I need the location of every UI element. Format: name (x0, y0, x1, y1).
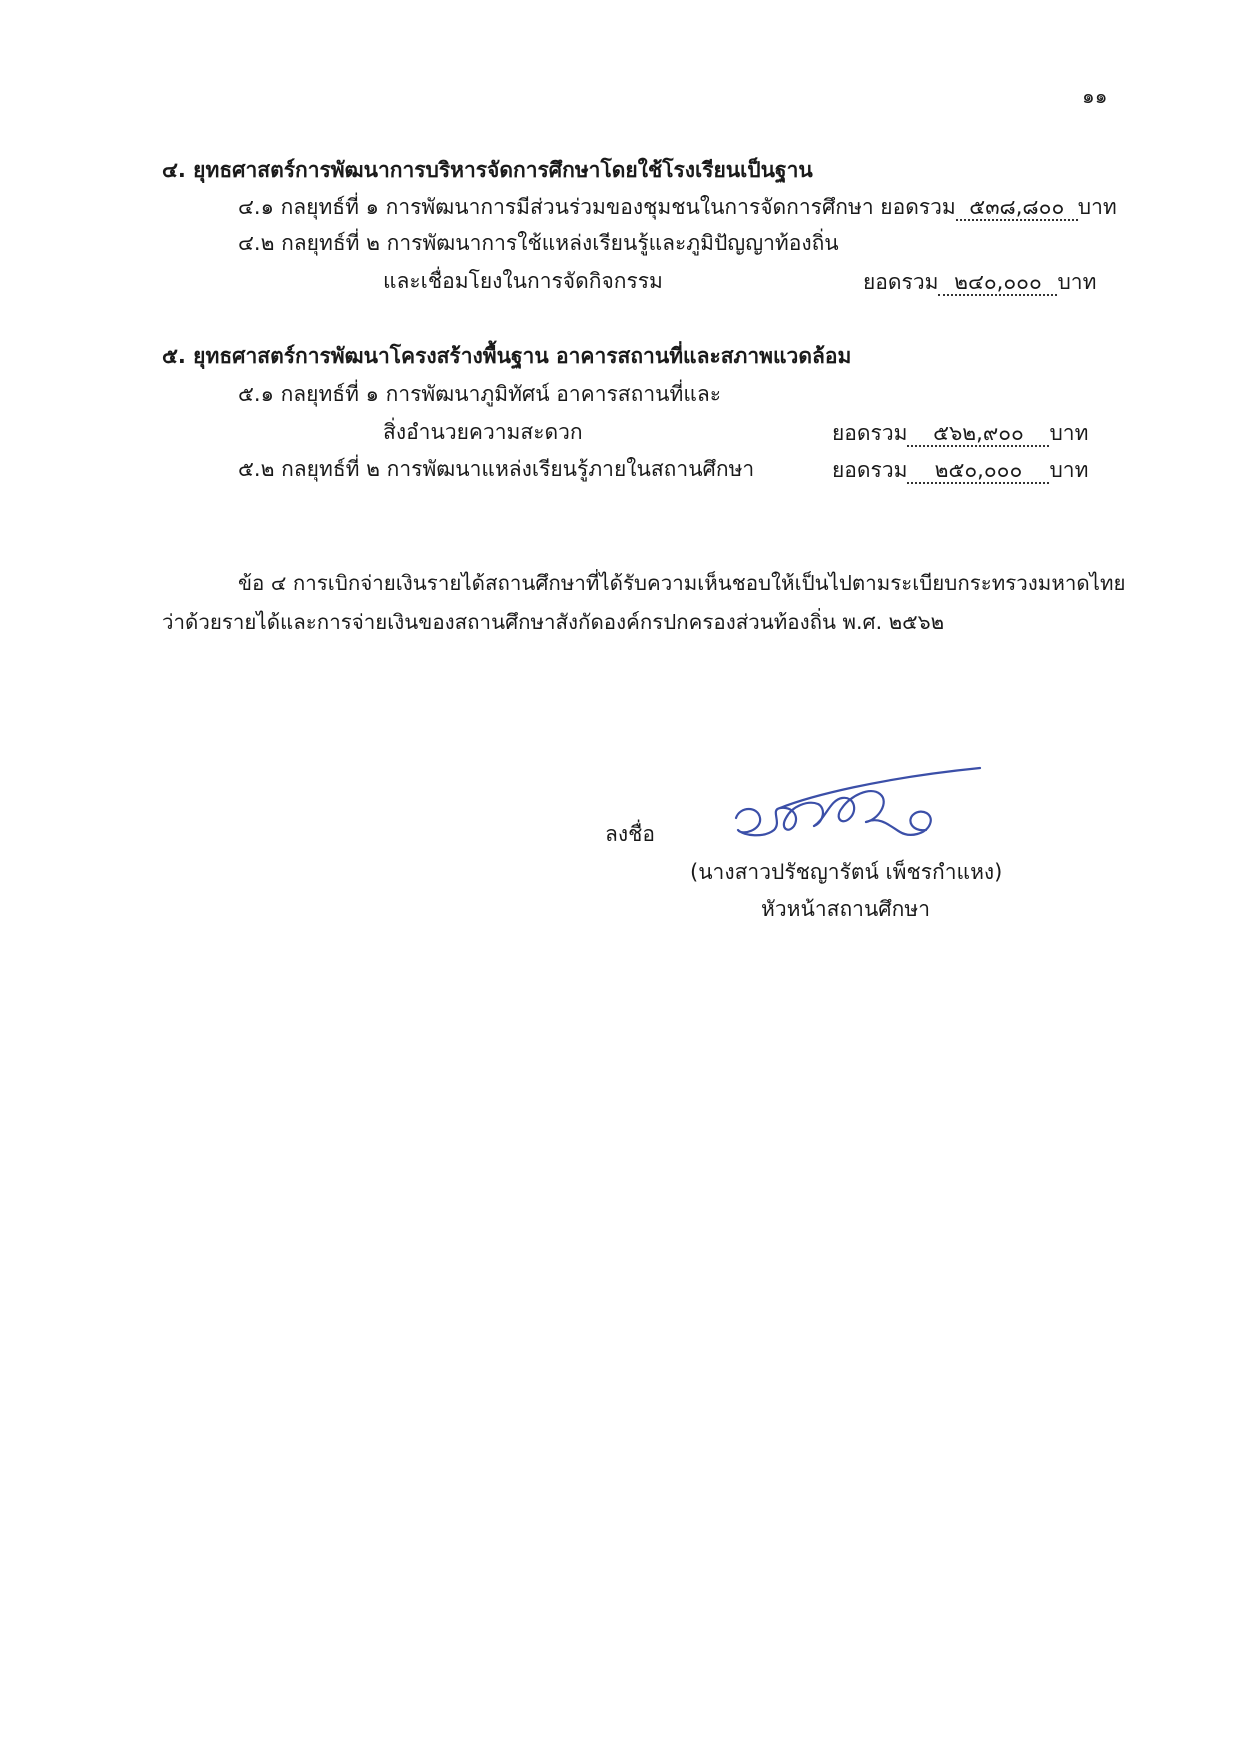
section-5-heading: ๕. ยุทธศาสตร์การพัฒนาโครงสร้างพื้นฐาน อาคารสถานที่และสภาพแวดล้อม (162, 344, 852, 368)
section-5-item-2-total (832, 459, 1088, 484)
section-4-item-2-line-2: และเชื่อมโยงในการจัดกิจกรรม (383, 269, 663, 293)
signer-name: (นางสาวปรัชญารัตน์ เพ็ชรกำแหง) (690, 860, 1003, 884)
section-4-item-1 (238, 196, 1117, 221)
clause-4-line-1: ข้อ ๔ การเบิกจ่ายเงินรายได้สถานศึกษาที่ได้รับความเห็นชอบให้เป็นไปตามระเบียบกระทรวงมหาดไทย (238, 571, 1126, 595)
section-4-item-2-amount: ๒๔๐,๐๐๐ (938, 271, 1057, 296)
section-5-item-2-amount: ๒๕๐,๐๐๐ (907, 459, 1049, 484)
section-4-item-2-line-1: ๔.๒ กลยุทธ์ที่ ๒ การพัฒนาการใช้แหล่งเรียนรู้และภูมิปัญญาท้องถิ่น (238, 231, 839, 255)
handwritten-signature (730, 756, 990, 851)
signer-position: หัวหน้าสถานศึกษา (761, 897, 930, 921)
section-5-item-1-unit: บาท (1049, 421, 1089, 445)
section-5-item-2-text: ๕.๒ กลยุทธ์ที่ ๒ การพัฒนาแหล่งเรียนรู้ภายในสถานศึกษา (238, 457, 755, 481)
section-5-item-1-line-2: สิ่งอำนวยความสะดวก (383, 420, 583, 444)
signature-stroke (866, 812, 931, 835)
section-5-item-2-unit: บาท (1049, 458, 1089, 482)
sign-label: ลงชื่อ (605, 822, 655, 846)
section-4-item-1-text: ๔.๑ กลยุทธ์ที่ ๑ การพัฒนาการมีส่วนร่วมของชุมชนในการจัดการศึกษา ยอดรวม (238, 195, 956, 219)
section-4-item-2-unit: บาท (1057, 270, 1097, 294)
page-number: ๑๑ (1082, 84, 1108, 108)
section-4-item-2-total-label: ยอดรวม (863, 270, 939, 294)
section-4-item-2-total (863, 271, 1096, 296)
section-4-item-1-amount: ๕๓๘,๘๐๐ (956, 196, 1078, 221)
section-4-item-1-unit: บาท (1077, 195, 1117, 219)
clause-4-line-2: ว่าด้วยรายได้และการจ่ายเงินของสถานศึกษาสังกัดองค์กรปกครองส่วนท้องถิ่น พ.ศ. ๒๕๖๒ (162, 610, 945, 634)
section-5-item-1-total (832, 422, 1088, 447)
section-5-item-1-line-1: ๕.๑ กลยุทธ์ที่ ๑ การพัฒนาภูมิทัศน์ อาคารสถานที่และ (238, 382, 722, 406)
section-5-item-2-total-label: ยอดรวม (832, 458, 908, 482)
section-5-item-1-amount: ๕๖๒,๙๐๐ (907, 422, 1049, 447)
section-5-item-1-total-label: ยอดรวม (832, 421, 908, 445)
section-4-heading: ๔. ยุทธศาสตร์การพัฒนาการบริหารจัดการศึกษาโดยใช้โรงเรียนเป็นฐาน (162, 158, 813, 182)
